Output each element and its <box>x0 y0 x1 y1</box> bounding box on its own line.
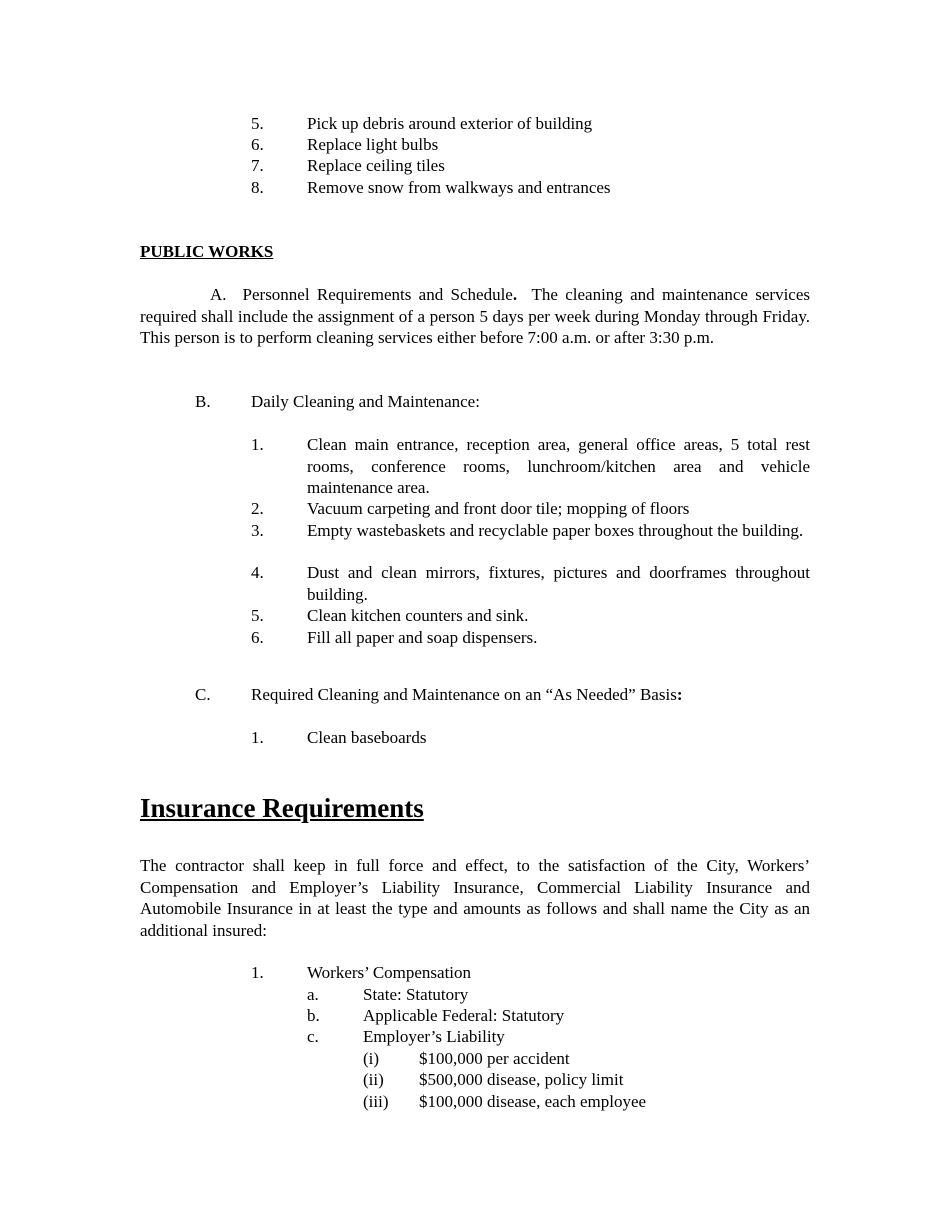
list-item-text: Workers’ Compensation <box>307 963 472 982</box>
list-number: 4. <box>251 563 264 582</box>
list-item-text: Dust and clean mirrors, fixtures, pictures and doorframes throughout building. <box>307 563 810 604</box>
list-number: 5. <box>251 114 264 133</box>
list-number: 6. <box>251 135 264 154</box>
section-heading-public-works: PUBLIC WORKS <box>140 242 274 261</box>
list-item-text: Pick up debris around exterior of building <box>307 114 593 133</box>
sub-sub-item-text: $500,000 disease, policy limit <box>419 1070 624 1089</box>
sub-item-label: c. <box>307 1027 319 1046</box>
list-item-text: Replace light bulbs <box>307 135 439 154</box>
sub-sub-item-label: (i) <box>363 1049 380 1068</box>
section-c-title: Required Cleaning and Maintenance on an “As Needed” Basis <box>251 685 677 704</box>
list-item-text: Empty wastebaskets and recyclable paper boxes throughout the building. <box>307 521 804 540</box>
section-c-letter: C. <box>195 685 211 704</box>
list-number: 1. <box>251 435 264 454</box>
sub-item-text: Employer’s Liability <box>363 1027 505 1046</box>
list-item-text: Replace ceiling tiles <box>307 156 445 175</box>
list-item-text: Vacuum carpeting and front door tile; mopping of floors <box>307 499 690 518</box>
list-number: 1. <box>251 728 264 747</box>
list-item-text: Fill all paper and soap dispensers. <box>307 628 538 647</box>
list-item-text: Remove snow from walkways and entrances <box>307 178 611 197</box>
list-number: 7. <box>251 156 264 175</box>
list-number: 6. <box>251 628 264 647</box>
list-number: 3. <box>251 521 264 540</box>
section-a-body: The cleaning and maintenance services required shall include the assignment of a person 5 days per week during Monday through Friday. This person is to perform cleaning services either before 7:00 a.m. or after 3:30 p.m. <box>140 285 810 347</box>
sub-item-text: Applicable Federal: Statutory <box>363 1006 565 1025</box>
section-a-paragraph <box>140 284 810 349</box>
section-a-letter: A. <box>210 285 227 304</box>
sub-sub-item-label: (iii) <box>363 1092 389 1111</box>
sub-item-text: State: Statutory <box>363 985 469 1004</box>
section-c-title-punct: : <box>676 685 683 704</box>
section-c-title-line <box>251 684 682 706</box>
insurance-intro-paragraph: The contractor shall keep in full force and effect, to the satisfaction of the City, Workers’ Compensation and Employer’s Liability Insurance, Commercial Liability Insurance and Automobile Insurance in at least the type and amounts as follows and shall name the City as an additional insured: <box>140 856 810 940</box>
list-item-text: Clean baseboards <box>307 728 427 747</box>
list-item-text: Clean kitchen counters and sink. <box>307 606 529 625</box>
list-item-text: Clean main entrance, reception area, general office areas, 5 total rest rooms, conference rooms, lunchroom/kitchen area and vehicle maintenance area. <box>307 435 810 497</box>
sub-sub-item-text: $100,000 disease, each employee <box>419 1092 647 1111</box>
list-number: 1. <box>251 963 264 982</box>
section-a-title: Personnel Requirements and Schedule <box>242 285 513 304</box>
section-heading-insurance: Insurance Requirements <box>140 793 424 823</box>
section-a-title-punct: . <box>512 285 518 304</box>
section-b-title: Daily Cleaning and Maintenance: <box>251 392 480 411</box>
sub-item-label: b. <box>307 1006 320 1025</box>
list-number: 8. <box>251 178 264 197</box>
sub-sub-item-text: $100,000 per accident <box>419 1049 570 1068</box>
list-number: 2. <box>251 499 264 518</box>
section-b-letter: B. <box>195 392 211 411</box>
sub-item-label: a. <box>307 985 319 1004</box>
sub-sub-item-label: (ii) <box>363 1070 384 1089</box>
list-number: 5. <box>251 606 264 625</box>
